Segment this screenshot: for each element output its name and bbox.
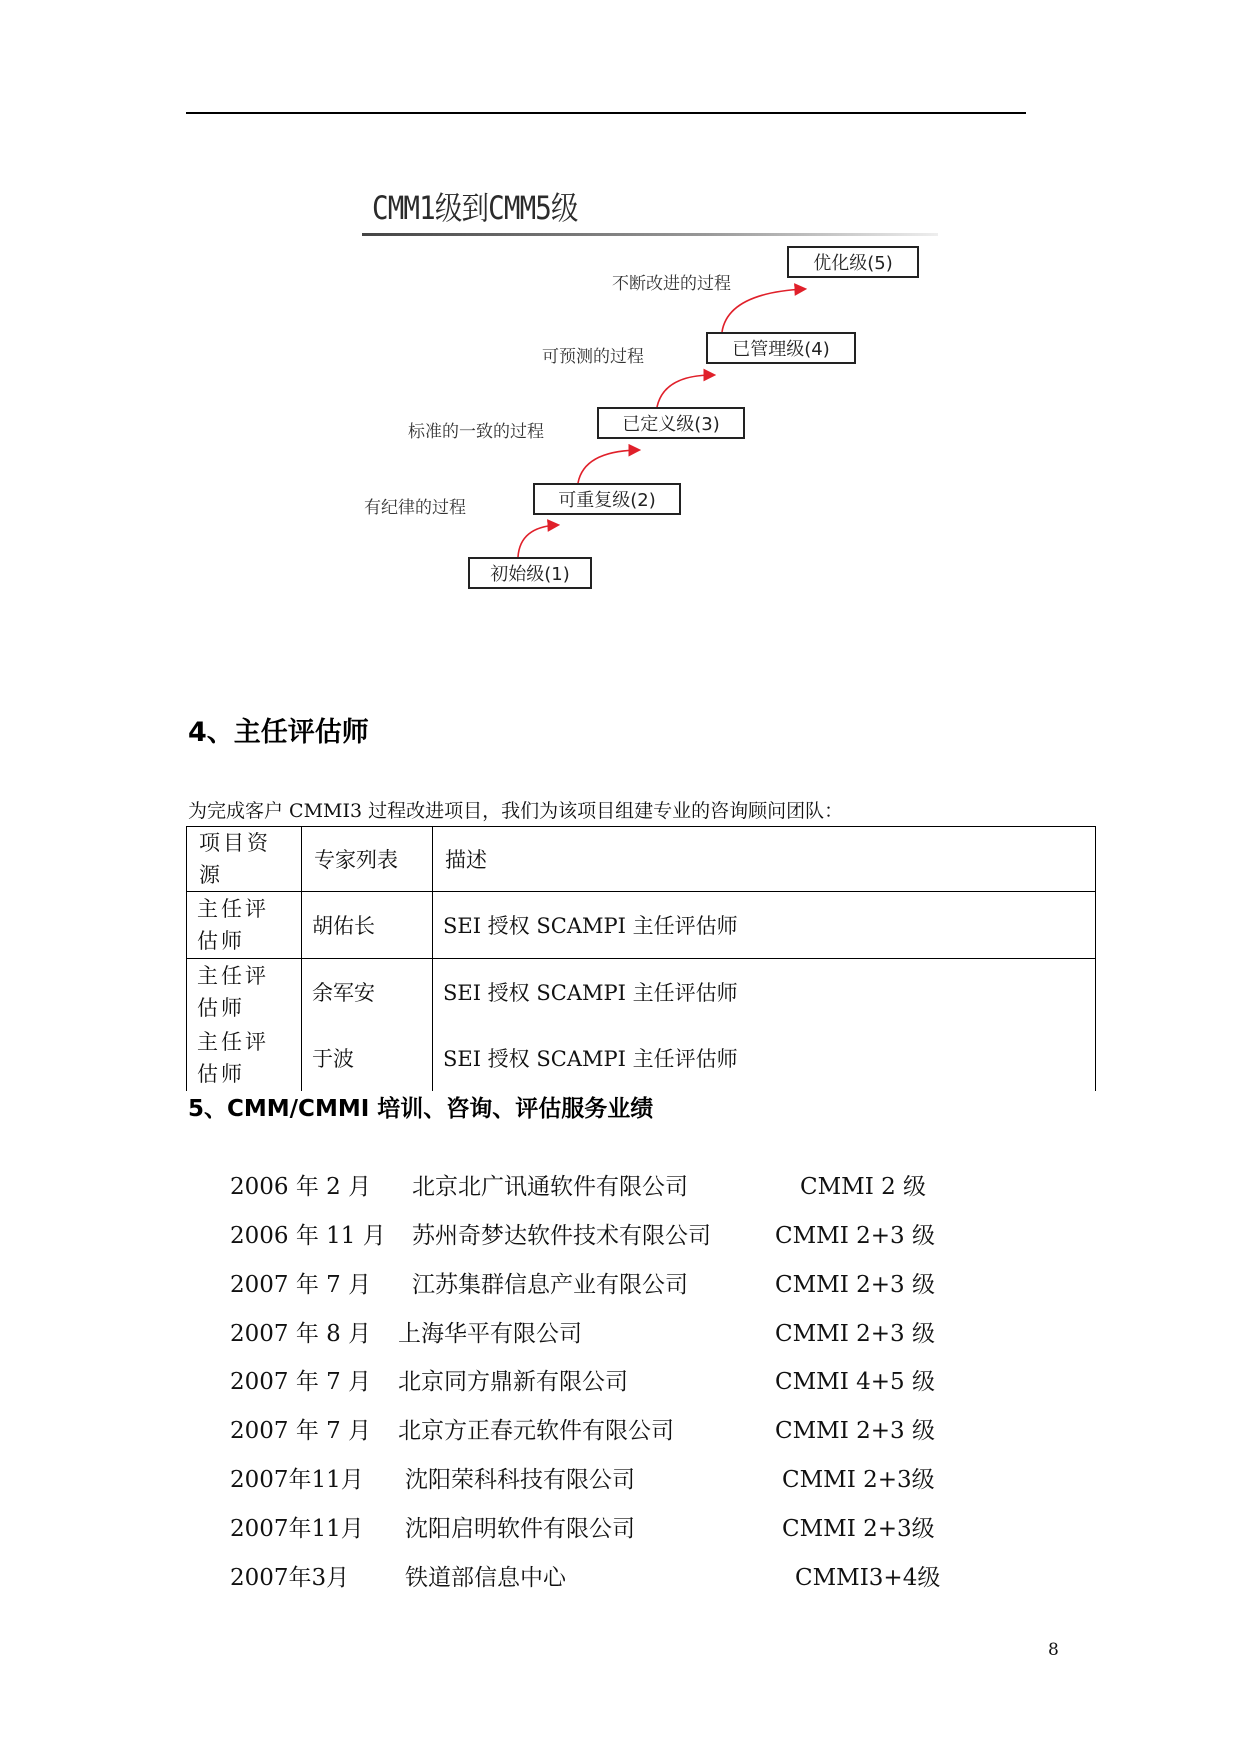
record-company: 北京同方鼎新有限公司 [398, 1369, 628, 1395]
table-row [187, 959, 1096, 1026]
record-date: 2007年11月 [230, 1467, 364, 1493]
table-row [187, 1025, 1096, 1091]
record-level: CMMI 2+3 级 [775, 1272, 935, 1298]
record-date: 2006 年 2 月 [230, 1174, 372, 1200]
record-date: 2007 年 7 月 [230, 1418, 372, 1444]
record-company: 苏州奇梦达软件技术有限公司 [412, 1223, 711, 1249]
table-cell-name: 余军安 [302, 959, 433, 1026]
level-desc-optimizing: 不断改进的过程 [612, 274, 731, 294]
record-date: 2007 年 7 月 [230, 1272, 372, 1298]
record-level: CMMI 2+3 级 [775, 1321, 935, 1347]
record-level: CMMI 2+3 级 [775, 1418, 935, 1444]
table-header-row [187, 827, 1096, 892]
level-desc-repeatable: 有纪律的过程 [364, 498, 466, 518]
record-date: 2006 年 11 月 [230, 1223, 386, 1249]
table-header-cell: 描述 [433, 827, 1096, 892]
record-level: CMMI3+4级 [795, 1565, 941, 1591]
section4-heading: 4、主任评估师 [188, 717, 369, 748]
record-level: CMMI 2+3级 [782, 1516, 935, 1542]
record-date: 2007年11月 [230, 1516, 364, 1542]
table-cell-name: 于波 [302, 1025, 433, 1091]
page-number: 8 [1048, 1640, 1059, 1660]
table-header-cell: 专家列表 [302, 827, 433, 892]
level-box-managed: 已管理级(4) [706, 332, 856, 364]
level-box-optimizing: 优化级(5) [787, 246, 919, 278]
arrow-1-2 [518, 525, 557, 557]
record-company: 铁道部信息中心 [405, 1565, 566, 1591]
level-box-initial: 初始级(1) [468, 557, 592, 589]
record-company: 江苏集群信息产业有限公司 [412, 1272, 688, 1298]
cmm-levels-diagram [350, 165, 950, 625]
record-level: CMMI 2 级 [800, 1174, 927, 1200]
record-company: 上海华平有限公司 [398, 1321, 582, 1347]
record-company: 沈阳荣科科技有限公司 [405, 1467, 635, 1493]
table-cell-desc: SEI 授权 SCAMPI 主任评估师 [433, 959, 1096, 1026]
record-level: CMMI 4+5 级 [775, 1369, 935, 1395]
table-cell-name: 胡佑长 [302, 892, 433, 959]
record-company: 沈阳启明软件有限公司 [405, 1516, 635, 1542]
record-date: 2007 年 8 月 [230, 1321, 372, 1347]
record-company: 北京北广讯通软件有限公司 [412, 1174, 688, 1200]
level-box-defined: 已定义级(3) [597, 407, 745, 439]
section4-intro: 为完成客户 CMMI3 过程改进项目，我们为该项目组建专业的咨询顾问团队： [188, 800, 844, 822]
section5-heading: 5、CMM/CMMI 培训、咨询、评估服务业绩 [188, 1096, 654, 1122]
table-cell-desc: SEI 授权 SCAMPI 主任评估师 [433, 1025, 1096, 1091]
arrow-3-4 [657, 375, 713, 407]
level-box-repeatable: 可重复级(2) [533, 483, 681, 515]
diagram-title: CMM1级到CMM5级 [372, 189, 578, 227]
record-company: 北京方正春元软件有限公司 [398, 1418, 674, 1444]
arrow-4-5 [722, 289, 804, 332]
arrow-2-3 [578, 450, 638, 483]
table-cell-role: 主任评估师 [187, 959, 302, 1026]
record-date: 2007年3月 [230, 1565, 350, 1591]
table-cell-desc: SEI 授权 SCAMPI 主任评估师 [433, 892, 1096, 959]
table-header-cell: 项目资源 [187, 827, 302, 892]
table-row [187, 892, 1096, 959]
level-desc-managed: 可预测的过程 [542, 347, 644, 367]
table-cell-role: 主任评估师 [187, 892, 302, 959]
record-level: CMMI 2+3级 [782, 1467, 935, 1493]
level-desc-defined: 标准的一致的过程 [408, 422, 544, 442]
table-cell-role: 主任评估师 [187, 1025, 302, 1091]
header-rule [186, 112, 1026, 114]
record-date: 2007 年 7 月 [230, 1369, 372, 1395]
level-arrows [350, 165, 950, 625]
assessor-table [186, 826, 1096, 1091]
record-level: CMMI 2+3 级 [775, 1223, 935, 1249]
